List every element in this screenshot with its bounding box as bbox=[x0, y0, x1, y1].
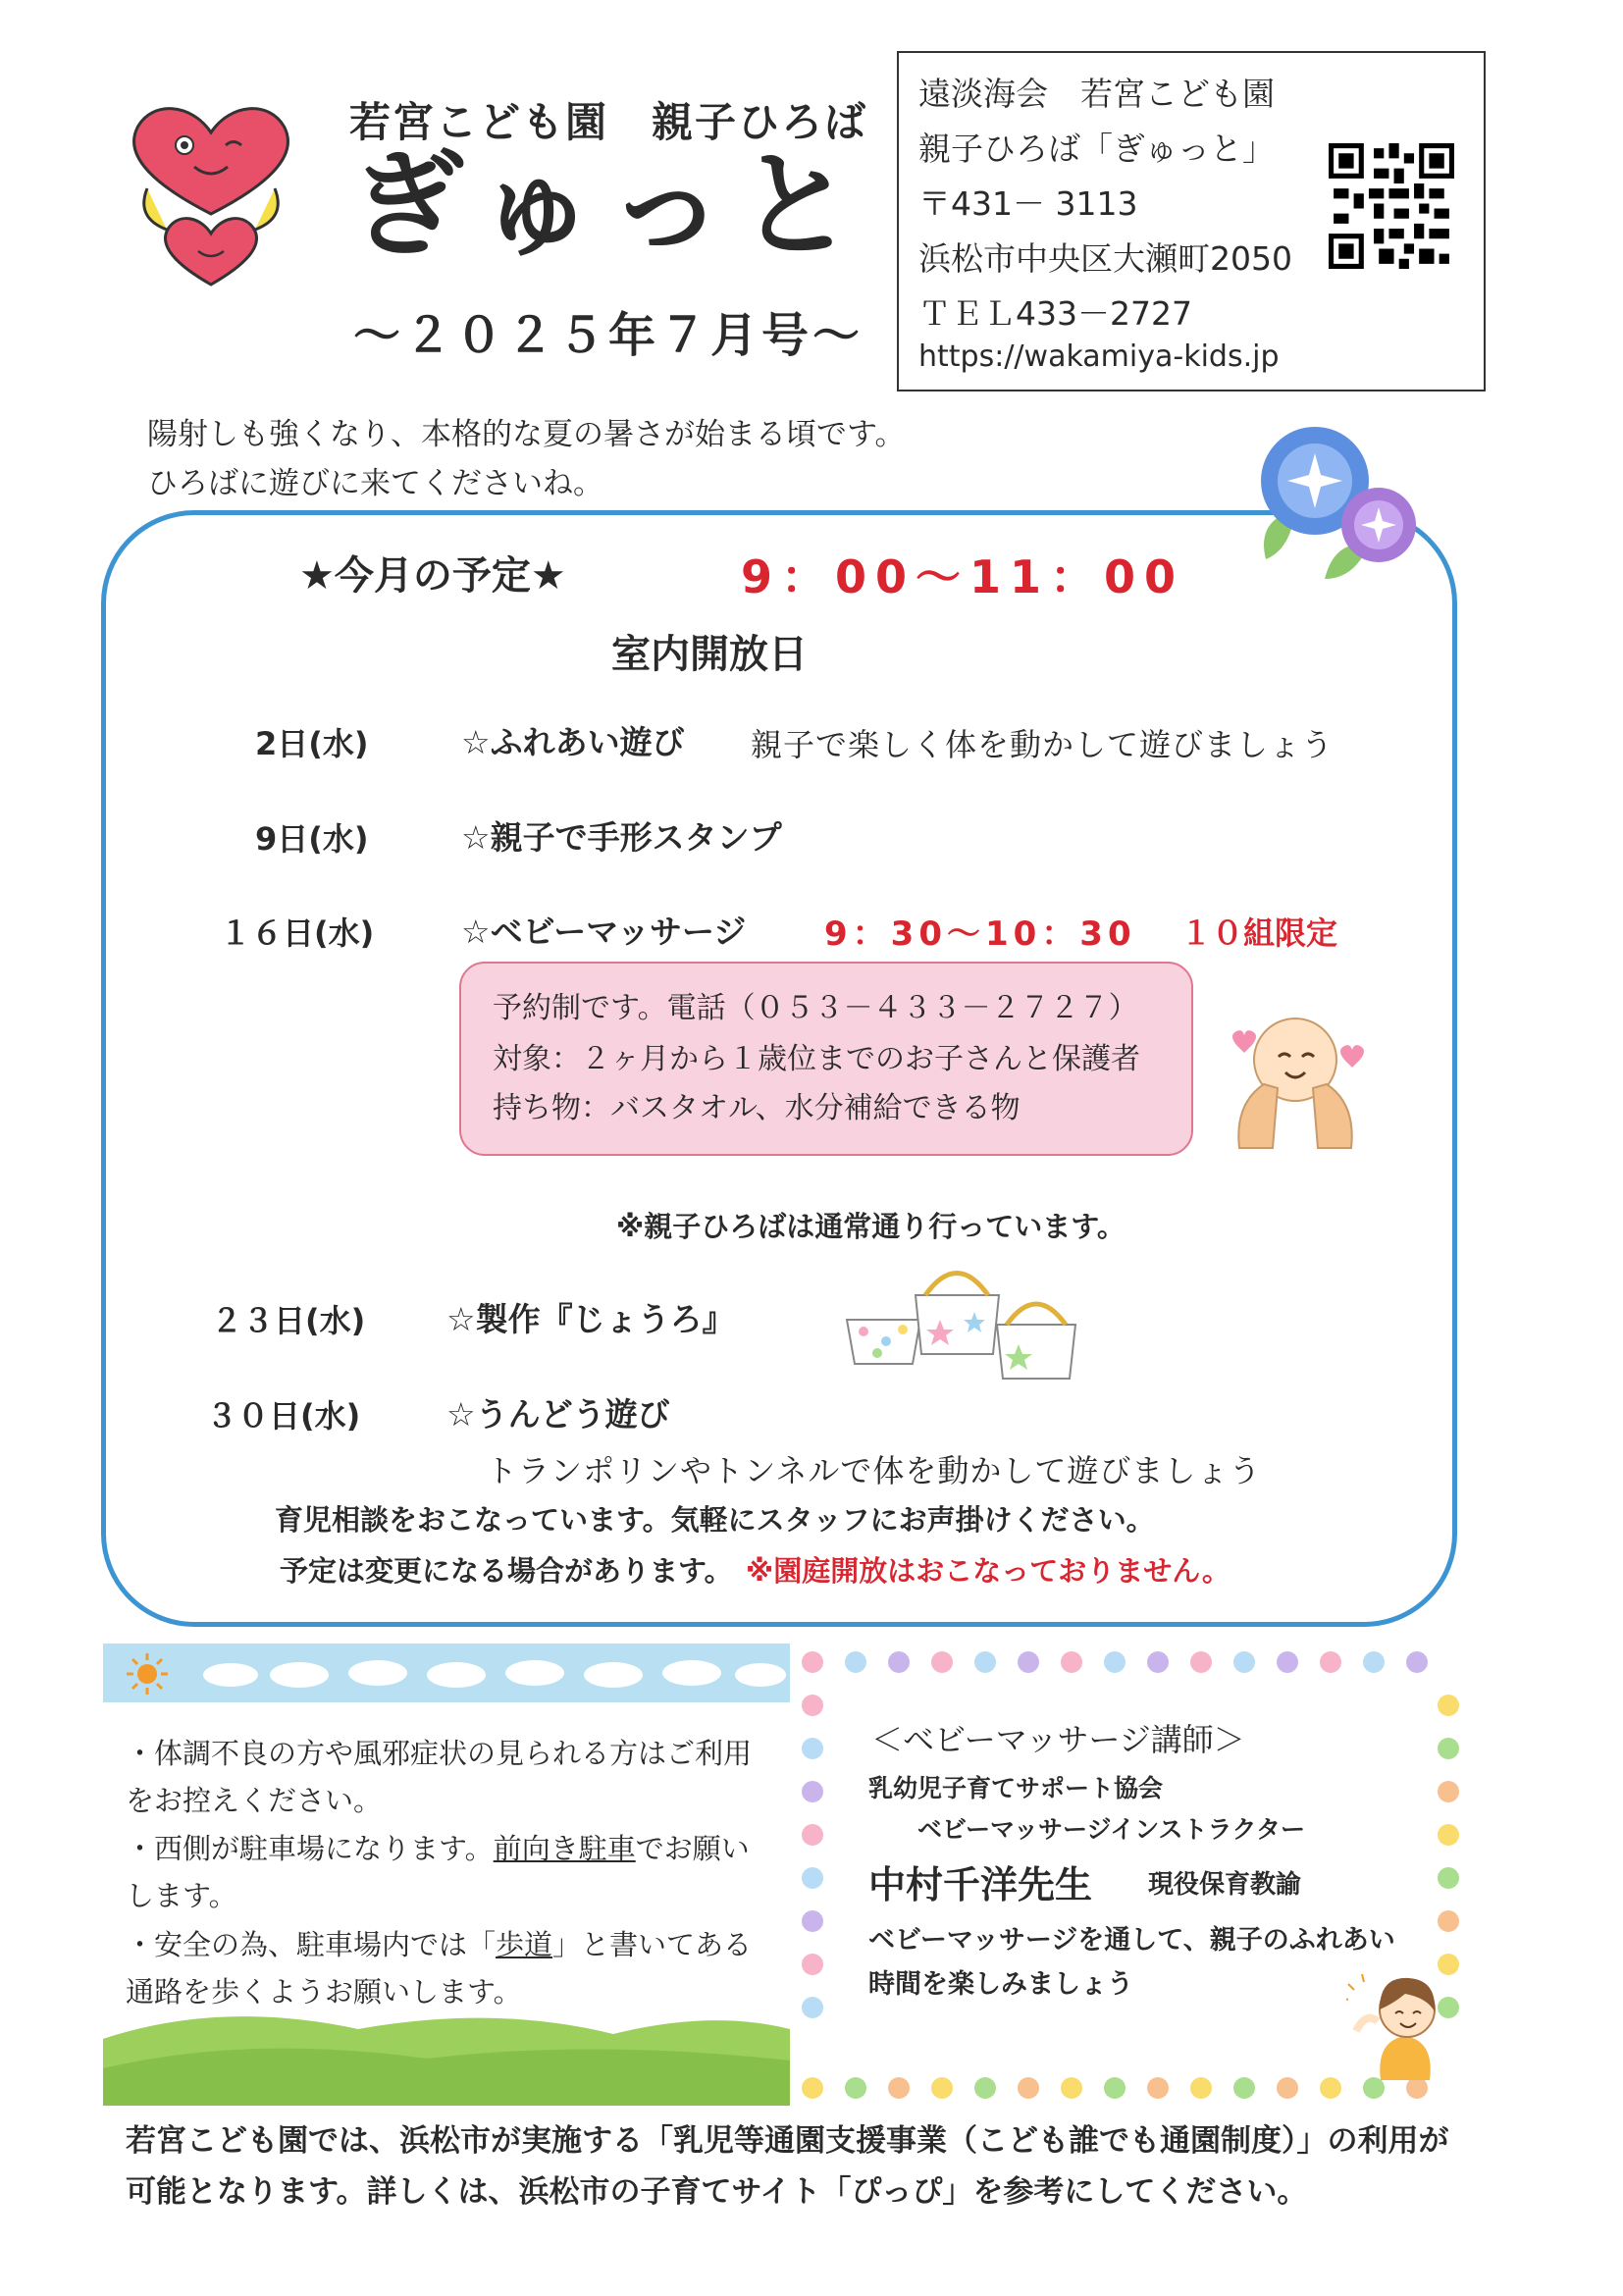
frame-dot bbox=[1190, 2077, 1212, 2099]
heart-mascot-logo bbox=[118, 98, 304, 294]
frame-dot bbox=[1018, 2077, 1039, 2099]
notice-line: ・体調不良の方や風邪症状の見られる方はご利用 bbox=[126, 1737, 753, 1770]
massage-time: 9：30〜10：30 bbox=[824, 914, 1136, 954]
frame-dot bbox=[1061, 2077, 1082, 2099]
normal-operation-note: ※親子ひろばは通常通り行っています。 bbox=[616, 1210, 1126, 1243]
frame-dot bbox=[802, 1651, 823, 1673]
instructor-role: ベビーマッサージインストラクター bbox=[917, 1815, 1306, 1844]
watering-can-craft-illustration bbox=[842, 1251, 1082, 1383]
contact-program: 親子ひろば「ぎゅっと」 bbox=[918, 130, 1275, 168]
notice-emphasis: 前向き駐車 bbox=[493, 1832, 636, 1865]
frame-dot bbox=[1190, 1651, 1212, 1673]
frame-dot bbox=[974, 1651, 996, 1673]
frame-dot bbox=[888, 1651, 910, 1673]
event-desc: トランポリンやトンネルで体を動かして遊びましょう bbox=[486, 1452, 1262, 1489]
intro-text bbox=[147, 410, 906, 508]
schedule-change-note: 予定は変更になる場合があります。 bbox=[280, 1554, 733, 1588]
issue-date: 〜２０２５年７月号〜 bbox=[352, 308, 864, 363]
notice-line: 通路を歩くようお願いします。 bbox=[126, 1975, 522, 2009]
instructor-org: 乳幼児子育てサポート協会 bbox=[868, 1774, 1164, 1802]
notice-line bbox=[126, 1923, 752, 1963]
frame-dot bbox=[1406, 1651, 1428, 1673]
notice-text: ・西側が駐車場になります。 bbox=[126, 1832, 494, 1865]
event-date: ２３日(水) bbox=[211, 1302, 366, 1339]
frame-dot bbox=[802, 1781, 823, 1802]
frame-dot bbox=[1438, 1781, 1459, 1802]
footer-line: 若宮こども園では、浜松市が実施する「乳児等通園支援事業（こども誰でも通園制度）」の利用が bbox=[126, 2123, 1449, 2159]
frame-dot bbox=[1438, 1867, 1459, 1889]
frame-dot bbox=[802, 1910, 823, 1932]
frame-dot bbox=[1320, 1651, 1341, 1673]
frame-dot bbox=[802, 1695, 823, 1716]
grass-hills-illustration bbox=[103, 2000, 790, 2106]
reservation-line: 対象：２ヶ月から１歳位までのお子さんと保護者 bbox=[493, 1042, 1140, 1076]
notice-line: します。 bbox=[126, 1879, 237, 1912]
event-desc: 親子で楽しく体を動かして遊びましょう bbox=[751, 726, 1335, 763]
contact-postal: 〒431－ 3113 bbox=[918, 184, 1138, 223]
frame-dot bbox=[931, 2077, 953, 2099]
frame-dot bbox=[1363, 2077, 1385, 2099]
schedule-heading: ★今月の予定★ bbox=[299, 553, 566, 599]
footer-notice bbox=[126, 2115, 1519, 2218]
frame-dot bbox=[1061, 1651, 1082, 1673]
teacher-illustration bbox=[1346, 1972, 1464, 2080]
schedule-time: 9：00〜11：00 bbox=[741, 550, 1185, 603]
frame-dot bbox=[802, 1954, 823, 1975]
notice-emphasis: 歩道 bbox=[496, 1928, 553, 1961]
frame-dot bbox=[1104, 1651, 1126, 1673]
frame-dot bbox=[845, 1651, 866, 1673]
frame-dot bbox=[1320, 2077, 1341, 2099]
frame-dot bbox=[931, 1651, 953, 1673]
frame-dot bbox=[1277, 2077, 1298, 2099]
event-title: ☆うんどう遊び bbox=[446, 1395, 670, 1434]
frame-dot bbox=[1438, 1695, 1459, 1716]
reservation-line: 持ち物：バスタオル、水分補給できる物 bbox=[493, 1091, 1021, 1125]
contact-org: 遠淡海会 若宮こども園 bbox=[918, 75, 1275, 113]
schedule-subheading: 室内開放日 bbox=[611, 632, 808, 677]
event-date: ３０日(水) bbox=[206, 1397, 361, 1435]
consultation-note: 育児相談をおこなっています。気軽にスタッフにお声掛けください。 bbox=[275, 1503, 1155, 1537]
frame-dot bbox=[974, 2077, 996, 2099]
frame-dot bbox=[1406, 2077, 1428, 2099]
frame-dot bbox=[1147, 2077, 1169, 2099]
qr-code-icon[interactable] bbox=[1329, 143, 1454, 269]
frame-dot bbox=[1233, 2077, 1255, 2099]
contact-tel: ＴＥＬ433－2727 bbox=[918, 294, 1192, 333]
frame-dot bbox=[845, 2077, 866, 2099]
frame-dot bbox=[1438, 1738, 1459, 1759]
event-date: １６日(水) bbox=[220, 914, 375, 952]
event-title: ☆親子で手形スタンプ bbox=[461, 818, 782, 857]
notice-text: ・安全の為、駐車場内では「 bbox=[126, 1928, 497, 1961]
event-date: 9日(水) bbox=[255, 820, 369, 858]
frame-dot bbox=[1018, 1651, 1039, 1673]
reservation-box bbox=[459, 962, 1193, 1156]
notice-line bbox=[126, 1827, 750, 1867]
intro-line-2: ひろばに遊びに来てくださいね。 bbox=[147, 466, 603, 501]
frame-dot bbox=[1363, 1651, 1385, 1673]
footer-line: 可能となります。詳しくは、浜松市の子育てサイト「ぴっぴ」を参考にしてください。 bbox=[126, 2174, 1308, 2210]
contact-box bbox=[897, 51, 1486, 391]
newsletter-title: ぎゅっと bbox=[348, 137, 867, 273]
event-title: ☆ふれあい遊び bbox=[461, 723, 685, 761]
frame-dot bbox=[802, 2077, 823, 2099]
frame-dot bbox=[888, 2077, 910, 2099]
frame-dot bbox=[802, 1997, 823, 2018]
instructor-message: ベビーマッサージを通して、親子のふれあい bbox=[868, 1925, 1395, 1956]
instructor-position: 現役保育教諭 bbox=[1148, 1870, 1302, 1900]
frame-dot bbox=[802, 1867, 823, 1889]
notice-text: 」と書いてある bbox=[552, 1928, 753, 1961]
notice-text: でお願い bbox=[635, 1832, 750, 1865]
event-title: ☆製作『じょうろ』 bbox=[446, 1300, 735, 1338]
garden-closed-note: ※園庭開放はおこなっておりません。 bbox=[746, 1554, 1230, 1588]
contact-url[interactable]: https://wakamiya-kids.jp bbox=[918, 339, 1280, 374]
frame-dot bbox=[1104, 2077, 1126, 2099]
frame-dot bbox=[1277, 1651, 1298, 1673]
instructor-name: 中村千洋先生 bbox=[868, 1863, 1093, 1906]
frame-dot bbox=[1147, 1651, 1169, 1673]
newsletter-subtitle: 若宮こども園 親子ひろば bbox=[348, 98, 867, 146]
baby-massage-illustration bbox=[1222, 1006, 1369, 1151]
instructor-heading: ＜ベビーマッサージ講師＞ bbox=[871, 1721, 1245, 1758]
instructor-message: 時間を楽しみましょう bbox=[868, 1969, 1133, 2000]
morning-glory-illustration bbox=[1236, 412, 1423, 599]
event-date: 2日(水) bbox=[255, 725, 369, 762]
frame-dot bbox=[802, 1738, 823, 1759]
sun-icon bbox=[125, 1651, 170, 1696]
massage-limit: １０組限定 bbox=[1180, 914, 1338, 952]
event-title: ☆ベビーマッサージ bbox=[461, 913, 747, 951]
frame-dot bbox=[1438, 1824, 1459, 1846]
reservation-line: 予約制です。電話（０５３－４３３－２７２７） bbox=[493, 991, 1138, 1025]
frame-dot bbox=[1233, 1651, 1255, 1673]
contact-address: 浜松市中央区大瀬町2050 bbox=[918, 239, 1292, 278]
intro-line-1: 陽射しも強くなり、本格的な夏の暑さが始まる頃です。 bbox=[147, 417, 906, 452]
sky-banner bbox=[103, 1644, 790, 1702]
frame-dot bbox=[802, 1824, 823, 1846]
notice-line: をお控えください。 bbox=[126, 1784, 383, 1817]
frame-dot bbox=[1438, 1910, 1459, 1932]
